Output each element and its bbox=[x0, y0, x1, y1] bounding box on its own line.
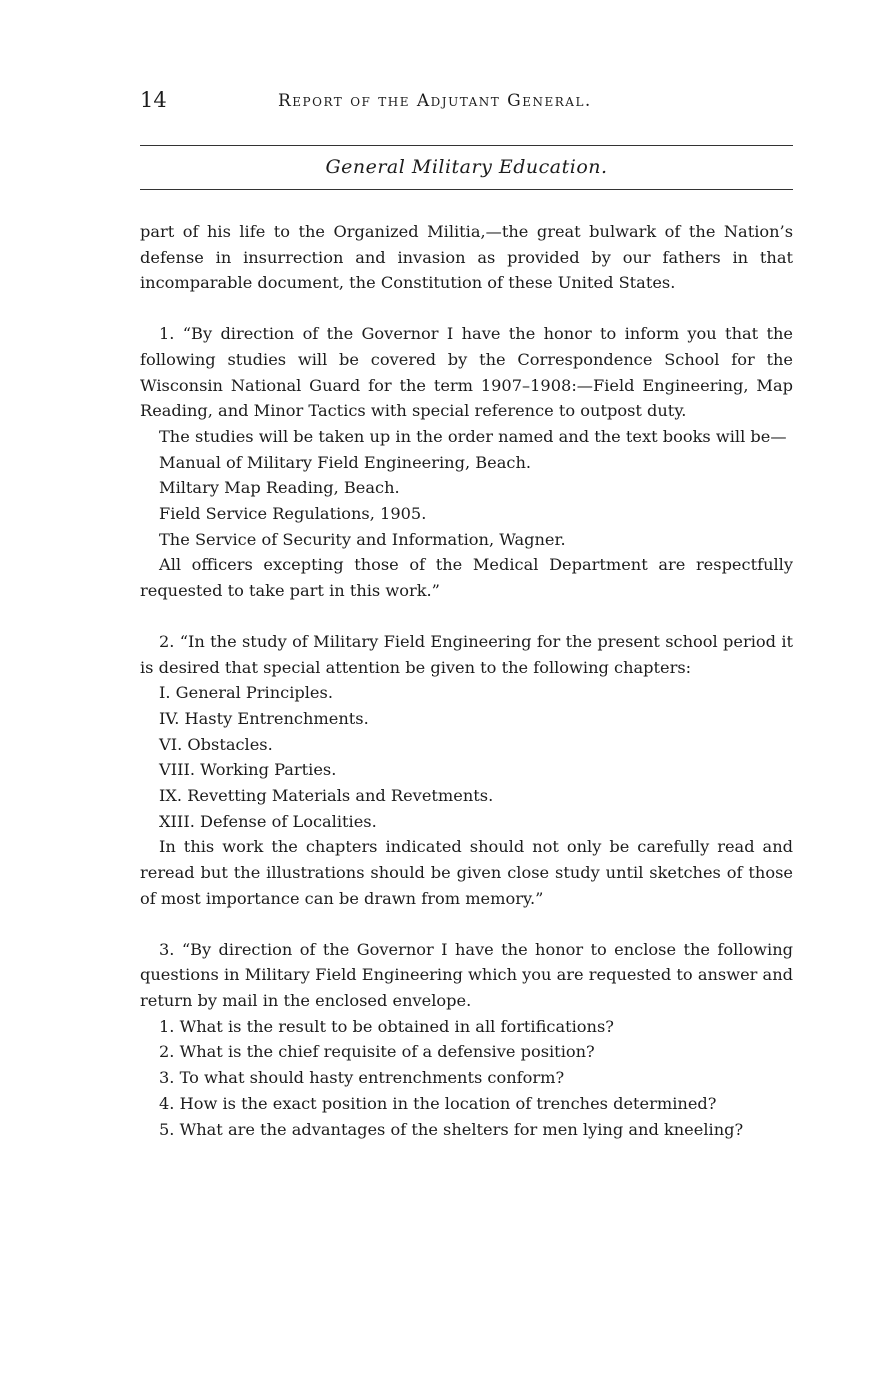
book-item: Field Service Regulations, 1905. bbox=[159, 504, 427, 524]
chapter-item: VIII. Working Parties. bbox=[159, 760, 337, 780]
section-title: General Military Education. bbox=[325, 156, 608, 178]
question-item: 5. What are the advantages of the shelters for men lying and kneeling? bbox=[159, 1119, 744, 1139]
letter-3-opening: 3. “By direction of the Governor I have the honor to enclose the following questions in Military Field Engineering which you are requested to answer and return by mail in the enclosed envelope. bbox=[140, 939, 793, 1010]
running-title: Report of the Adjutant General. bbox=[278, 91, 592, 111]
question-item: 2. What is the chief requisite of a defensive position? bbox=[159, 1042, 595, 1062]
question-item: 1. What is the result to be obtained in all fortifications? bbox=[159, 1016, 614, 1036]
header-rule-top bbox=[140, 145, 793, 146]
letter-1-closing: All officers excepting those of the Medical Department are respectfully requested to take part in this work.” bbox=[140, 555, 793, 601]
letter-2-opening: 2. “In the study of Military Field Engineering for the present school period it is desired that special attention be given to the following chapters: bbox=[140, 631, 793, 677]
header-rule-bottom bbox=[140, 189, 793, 190]
book-item: Manual of Military Field Engineering, Beach. bbox=[159, 452, 532, 472]
chapter-item: IV. Hasty Entrenchments. bbox=[159, 708, 369, 728]
letter-1-order: The studies will be taken up in the order named and the text books will be— bbox=[159, 426, 787, 446]
chapter-item: IX. Revetting Materials and Revetments. bbox=[159, 786, 494, 806]
body-text bbox=[140, 219, 793, 1142]
book-item: Miltary Map Reading, Beach. bbox=[159, 478, 400, 498]
letter-2-closing: In this work the chapters indicated should not only be carefully read and reread but the illustrations should be given close study until sketches of those of most importance can be drawn from memory.” bbox=[140, 837, 793, 908]
page-number: 14 bbox=[140, 88, 167, 112]
question-item: 3. To what should hasty entrenchments conform? bbox=[159, 1068, 565, 1088]
question-item: 4. How is the exact position in the location of trenches determined? bbox=[159, 1093, 717, 1113]
book-item: The Service of Security and Information, Wagner. bbox=[159, 529, 566, 549]
letter-1-opening: 1. “By direction of the Governor I have the honor to inform you that the following studies will be covered by the Correspondence School for the Wisconsin National Guard for the term 1907–1908:—Field Engineering, Map Reading, and Minor Tactics with special reference to outpost duty. bbox=[140, 324, 793, 421]
chapter-item: VI. Obstacles. bbox=[159, 734, 273, 754]
chapter-item: XIII. Defense of Localities. bbox=[159, 811, 377, 831]
chapter-item: I. General Principles. bbox=[159, 683, 333, 703]
intro-paragraph: part of his life to the Organized Militia,—the great bulwark of the Nation’s defense in insurrection and invasion as provided by our fathers in that incomparable document, the Constitution of these United States. bbox=[140, 222, 793, 293]
